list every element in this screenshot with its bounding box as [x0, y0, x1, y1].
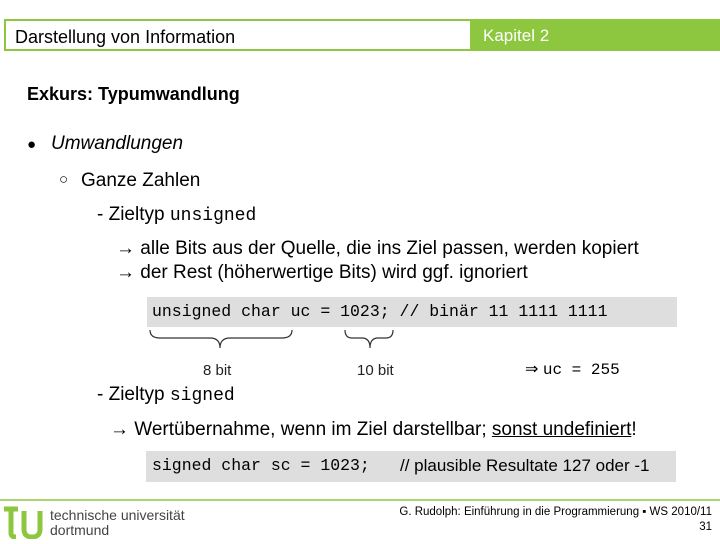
brace-10bit [345, 330, 393, 348]
bullet-icon: ● [27, 136, 37, 153]
brace-diagram [148, 328, 398, 358]
footer-citation-text: G. Rudolph: Einführung in die Programmierung ▪ WS 2010/11 [399, 506, 712, 518]
brace-label-10bit: 10 bit [357, 362, 394, 379]
result-code: uc = 255 [542, 361, 620, 379]
brace-8bit [150, 330, 292, 348]
tu-logo-icon [2, 503, 48, 544]
footer-citation [300, 505, 712, 535]
unsigned-line-2: → der Rest (höherwertige Bits) wird ggf. ignoriert [116, 262, 528, 283]
result [525, 359, 620, 379]
unsigned-heading [97, 204, 256, 226]
unsigned-heading-code: unsigned [169, 206, 257, 226]
bullet-level2-text: Ganze Zahlen [81, 170, 201, 191]
tu-logo-line1: technische universität [50, 507, 185, 523]
code-unsigned: unsigned char uc = 1023; // binär 11 1111 1111 [152, 302, 608, 321]
signed-line-prefix: → Wertübernahme, wenn im Ziel darstellbar; [110, 419, 492, 440]
signed-line-suffix: ! [631, 419, 637, 440]
code-signed-comment: // plausible Resultate 127 oder -1 [400, 456, 650, 475]
bullet-level1-text: Umwandlungen [51, 133, 184, 154]
signed-heading-prefix: - Zieltyp [97, 384, 170, 405]
tu-logo-line2: dortmund [50, 522, 110, 538]
signed-heading-code: signed [169, 386, 235, 406]
header-title: Darstellung von Information [15, 27, 236, 47]
unsigned-line-1: → alle Bits aus der Quelle, die ins Ziel passen, werden kopiert [116, 238, 639, 259]
signed-heading [97, 384, 235, 406]
code-signed: signed char sc = 1023; [152, 456, 370, 475]
slide-title: Exkurs: Typumwandlung [27, 84, 240, 104]
implies-arrow-icon: ⇒ [525, 361, 539, 378]
circle-bullet-icon: ○ [59, 171, 69, 188]
chapter-label: Kapitel 2 [483, 26, 550, 45]
signed-line [110, 419, 637, 441]
tu-logo-mark [2, 503, 48, 539]
brace-label-8bit: 8 bit [203, 362, 232, 379]
footer-divider [0, 498, 720, 502]
page-number: 31 [699, 521, 712, 533]
signed-line-underlined: sonst undefiniert [491, 419, 632, 440]
unsigned-heading-prefix: - Zieltyp [97, 204, 170, 225]
